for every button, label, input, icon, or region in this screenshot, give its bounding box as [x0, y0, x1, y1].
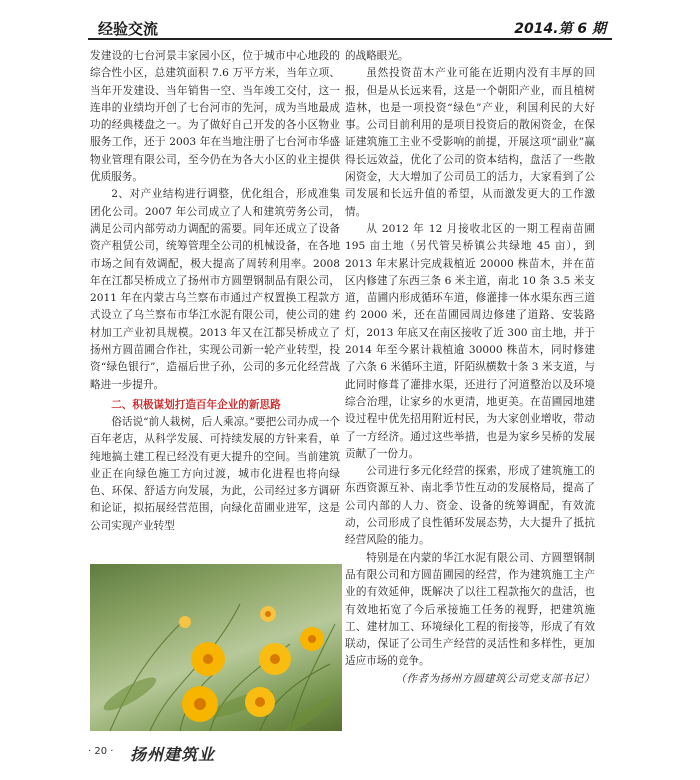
page-number: · 20 ·: [88, 746, 114, 757]
paragraph: 公司进行多元化经营的探索，形成了建筑施工的东西资源互补、南北季节性互动的发展格局，提高了公司内部的人力、资金、设备的统筹调配，有效流动，公司形成了良性循环发展态势，大大提升了抵抗经营风险的能力。: [345, 465, 595, 547]
paragraph: 的战略眼光。: [345, 50, 409, 62]
flower: [245, 687, 275, 717]
flower: [300, 627, 324, 651]
flower: [191, 642, 225, 676]
section-heading: 二、积极谋划打造百年企业的新思路: [111, 398, 281, 411]
header-rule: [88, 38, 612, 40]
section-title: 经验交流: [98, 20, 159, 38]
flower: [179, 616, 191, 628]
page-header: [88, 14, 612, 38]
paragraph: 发建设的七台河景丰家园小区，位于城市中心地段的综合性小区，总建筑面积 7.6 万平方米，当年立项、当年开发建设、当年销售一空、当年竣工交付，这一连串的业绩均开创了七台河市的先河，成为当地最成功的经典楼盘之一。为了做好自己开发的各小区物业服务工作，还于 2003 年在当地注册了七台河市华盛物业管理有限公司，至今仍在为各大小区的业主提供优质服务。: [90, 50, 340, 184]
flower: [260, 606, 276, 622]
flower: [182, 686, 218, 722]
flower-photo: [90, 564, 342, 731]
magazine-name: 扬州建筑业: [130, 745, 216, 764]
page-footer: [88, 742, 348, 764]
paragraph: 从 2012 年 12 月接收北区的一期工程南苗圃 195 亩土地（另代管吴桥镇公共绿地 45 亩），到 2013 年末累计完成栽植近 20000 株苗木，并在苗区内修建了东西三条 6 米主道，南北 10 条 3.5 米支道，苗圃内形成循环车道，修灌排一体水渠东西三道约 2000 米，还在苗圃园周边修建了道路、安装路灯，2013 年底又在南区接收了近 300 亩土地，并于 2014 年至今累计栽植逾 30000 株苗木，同时修建了六条 6 米循环主道，阡陌纵横数十条 3 米支道，与此同时修葺了灌排水渠，还进行了河道整治以及环境综合治理，让家乡的水更清，地更美。在苗圃园地建设过程中优先招用附近村民，为大家创业增收，带动了一方经济。通过这些举措，也是为家乡吴桥的发展贡献了一份力。: [345, 222, 595, 460]
flower: [259, 643, 291, 675]
flower-illustration: [90, 564, 342, 731]
issue-label: 2014.第 6 期: [514, 21, 606, 37]
left-column: [90, 48, 340, 535]
right-column: [345, 48, 595, 688]
author-signature: （作者为扬州方圆建筑公司党支部书记）: [395, 672, 595, 685]
paragraph: 虽然投资苗木产业可能在近期内没有丰厚的回报，但是从长远来看，这是一个朝阳产业，而且植树造林，也是一项投资“绿色”产业，利国利民的大好事。公司目前利用的是项目投资后的散闲资金，在保证建筑施工主业不受影响的前提，开展这项“副业”赢得长远效益，优化了公司的资本结构，盘活了一些散闲资金，大大增加了公司员工的活力，大家看到了公司发展和长远升值的希望，从而激发更大的工作激情。: [345, 67, 595, 218]
paragraph: 俗话说“前人栽树，后人乘凉。”要把公司办成一个百年老店，从科学发展、可持续发展的方针来看，单纯地搞土建工程已经没有更大提升的空间。当前建筑业正在向绿色施工方向过渡，城市化进程也将向绿色、环保、舒适方向发展，为此，公司经过多方调研和论证，拟拓展经营范围，向绿化苗圃业进军，这是公司实现产业转型: [90, 415, 340, 532]
paragraph: 2、对产业结构进行调整，优化组合，形成准集团化公司。2007 年公司成立了人和建筑劳务公司，满足公司内部劳动力调配的需要。同年还成立了设备资产租赁公司，统筹管理全公司的机械设备，在各地市场之间有效调配，极大提高了周转利用率。2008 年在江都吴桥成立了扬州市方圆塑钢制品有限公司，2011 年在内蒙古乌兰察布市通过产权置换工程款方式设立了乌兰察布市华江水泥有限公司，使公司的建材加工产业初具规模。2013 年又在江都吴桥成立了扬州方圆苗圃合作社，实现公司新一轮产业转型，投资“绿色银行”，造福后世子孙，公司的多元化经营战略进一步提升。: [90, 188, 340, 391]
paragraph: 特别是在内蒙的华江水泥有限公司、方圆塑钢制品有限公司和方圆苗圃园的经营，作为建筑施工主产业的有效延伸，既解决了以往工程款拖欠的盘活，也有效地拓宽了今后承接施工任务的视野，把建筑施工、建材加工、环境绿化工程的衔接等，形成了有效联动，保证了公司生产经营的灵活性和多样性，更加适应市场的竞争。: [345, 551, 595, 668]
